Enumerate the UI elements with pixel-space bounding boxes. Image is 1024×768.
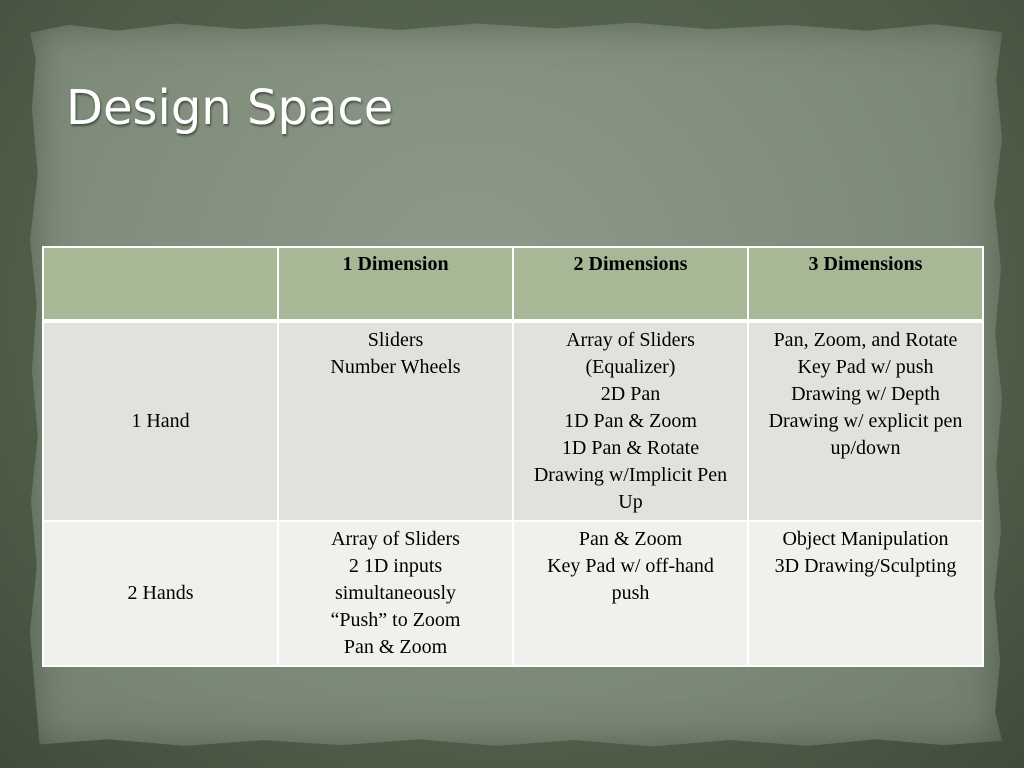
cell-line: 1D Pan & Rotate — [561, 437, 700, 459]
cell-line: Sliders — [367, 329, 424, 351]
header-cell-empty — [43, 247, 278, 321]
table-row-2-hands — [43, 521, 983, 666]
cell-line: Pan & Zoom — [578, 528, 683, 550]
cell-line: “Push” to Zoom — [330, 609, 461, 631]
cell-line: 2D Pan — [600, 383, 661, 405]
header-cell-1-dimension: 1 Dimension — [278, 247, 513, 321]
table-header-row — [43, 247, 983, 321]
cell-line: up/down — [830, 437, 901, 459]
cell-line: Key Pad w/ push — [797, 356, 934, 378]
cell-1-hand-3-dimensions — [748, 321, 983, 521]
cell-2-hands-1-dimension — [278, 521, 513, 666]
cell-line: Pan & Zoom — [343, 636, 448, 658]
cell-line: Number Wheels — [330, 356, 461, 378]
cell-line: Drawing w/ explicit pen — [768, 410, 963, 432]
cell-2-hands-3-dimensions — [748, 521, 983, 666]
cell-line: simultaneously — [334, 582, 457, 604]
cell-line: push — [611, 582, 650, 604]
cell-1-hand-1-dimension — [278, 321, 513, 521]
design-space-table — [42, 246, 984, 667]
slide-title: Design Space — [66, 80, 394, 136]
cell-line: 3D Drawing/Sculpting — [774, 555, 957, 577]
cell-line: Key Pad w/ off-hand — [547, 555, 714, 577]
cell-line: 2 1D inputs — [348, 555, 443, 577]
row-label-2-hands: 2 Hands — [43, 521, 278, 666]
table-row-1-hand — [43, 321, 983, 521]
cell-2-hands-2-dimensions — [513, 521, 748, 666]
cell-line: (Equalizer) — [585, 356, 676, 378]
cell-line: Drawing w/Implicit Pen — [533, 464, 728, 486]
cell-line: Pan, Zoom, and Rotate — [773, 329, 958, 351]
cell-line: Up — [618, 491, 643, 513]
cell-line: Drawing w/ Depth — [791, 383, 940, 405]
cell-line: 1D Pan & Zoom — [564, 410, 697, 432]
cell-line: Array of Sliders — [331, 528, 460, 550]
cell-line: Object Manipulation — [782, 528, 949, 550]
cell-1-hand-2-dimensions — [513, 321, 748, 521]
header-cell-2-dimensions: 2 Dimensions — [513, 247, 748, 321]
row-label-1-hand: 1 Hand — [43, 321, 278, 521]
cell-line: Array of Sliders — [566, 329, 695, 351]
header-cell-3-dimensions: 3 Dimensions — [748, 247, 983, 321]
